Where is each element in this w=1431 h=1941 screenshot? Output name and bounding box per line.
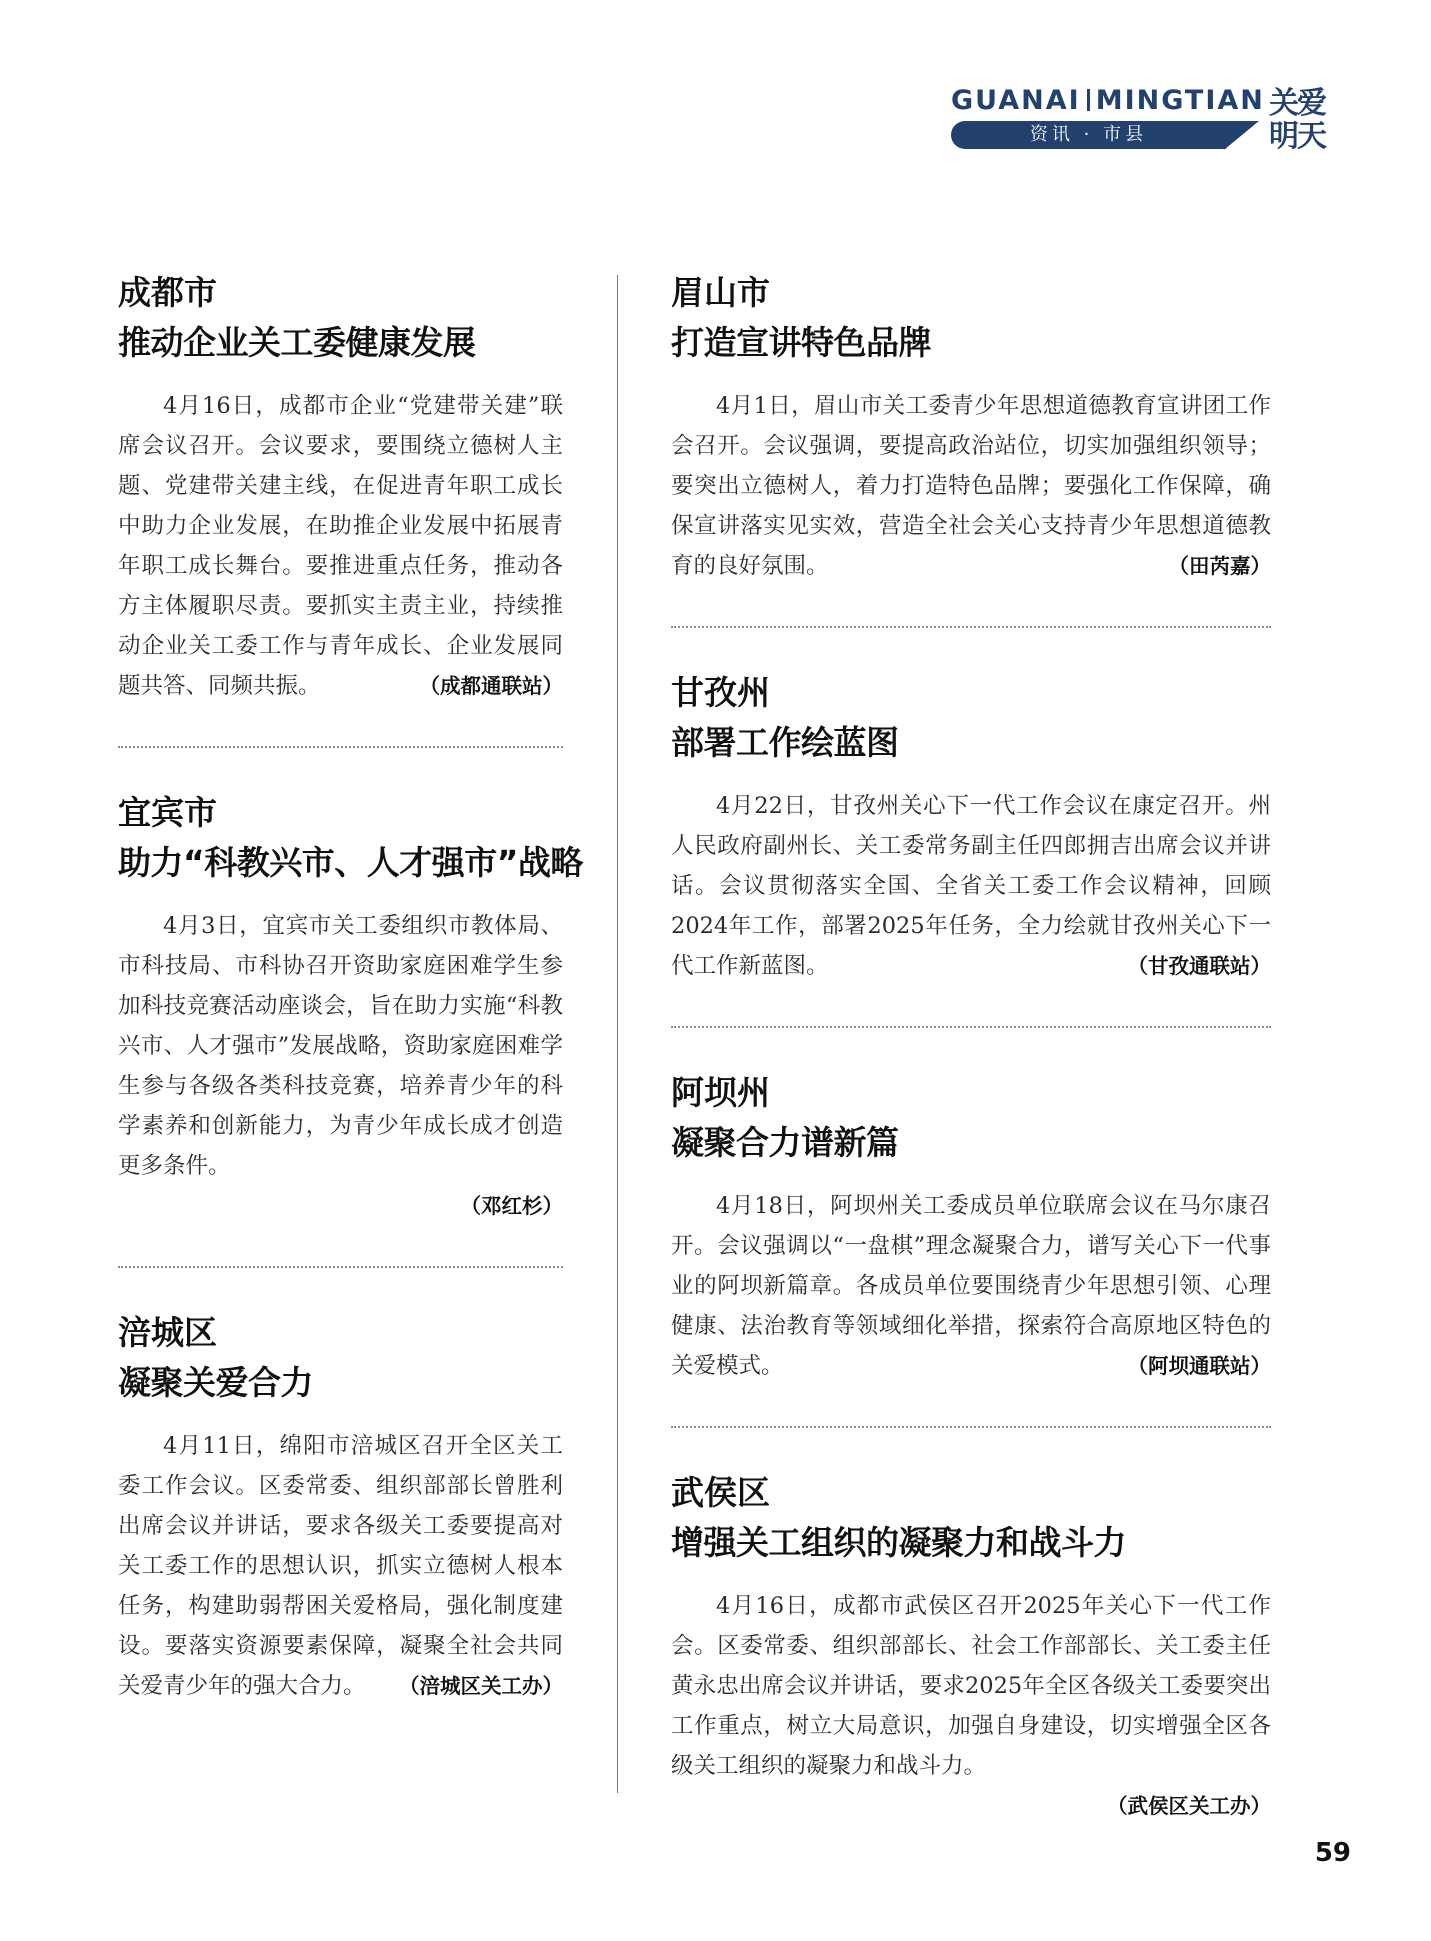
article-place: 甘孜州 bbox=[671, 673, 770, 712]
article-headline: 部署工作绘蓝图 bbox=[671, 723, 899, 762]
brand-separator bbox=[1087, 89, 1090, 111]
article-body bbox=[671, 386, 1271, 586]
column-divider bbox=[617, 275, 618, 1793]
article-meishan bbox=[671, 268, 1271, 626]
brand-left: GUANAI bbox=[951, 85, 1081, 116]
article-place: 阿坝州 bbox=[671, 1073, 770, 1112]
article-source: （邓红杉） bbox=[460, 1194, 563, 1218]
article-body: 4月16日，成都市武侯区召开2025年关心下一代工作会。区委常委、组织部部长、社会工作部部长、关工委主任黄永忠出席会议并讲话，要求2025年全区各级关工委要突出工作重点，树立大局意识，加强自身建设，切实增强全区各级关工组织的凝聚力和战斗力。 bbox=[671, 1593, 1271, 1779]
article-source: （田芮嘉） bbox=[1168, 554, 1271, 578]
left-column bbox=[118, 268, 583, 1746]
brand-right: MINGTIAN bbox=[1095, 85, 1265, 116]
article-yibin bbox=[118, 746, 583, 1266]
article-body-text: 4月22日，甘孜州关心下一代工作会议在康定召开。州人民政府副州长、关工委常务副主任四郎拥吉出席会议并讲话。会议贯彻落实全国、全省关工委工作会议精神，回顾2024年工作，部署2025年任务，全力绘就甘孜州关心下一代工作新蓝图。 bbox=[671, 793, 1271, 979]
article-source: （甘孜通联站） bbox=[1127, 954, 1271, 978]
article-headline: 推动企业关工委健康发展 bbox=[118, 323, 476, 362]
article-place: 眉山市 bbox=[671, 273, 770, 312]
article-headline: 助力“科教兴市、人才强市”战略 bbox=[118, 843, 583, 882]
article-place: 成都市 bbox=[118, 273, 217, 312]
article-headline: 凝聚关爱合力 bbox=[118, 1363, 313, 1402]
article-ganzi bbox=[671, 626, 1271, 1026]
section-label: 资讯 · 市县 bbox=[951, 121, 1226, 149]
article-body-text: 4月18日，阿坝州关工委成员单位联席会议在马尔康召开。会议强调以“一盘棋”理念凝聚合力，谱写关心下一代事业的阿坝新篇章。各成员单位要围绕青少年思想引领、心理健康、法治教育等领域细化举措，探索符合高原地区特色的关爱模式。 bbox=[671, 1193, 1271, 1379]
article-place: 武侯区 bbox=[671, 1473, 770, 1512]
article-fucheng bbox=[118, 1266, 563, 1746]
logo bbox=[1269, 87, 1339, 153]
article-body: 4月3日，宜宾市关工委组织市教体局、市科技局、市科协召开资助家庭困难学生参加科技竞赛活动座谈会，旨在助力实施“科教兴市、人才强市”发展战略，资助家庭困难学生参与各级各类科技竞赛，培养青少年的科学素养和创新能力，为青少年成长成才创造更多条件。 bbox=[118, 913, 563, 1179]
article-aba bbox=[671, 1026, 1271, 1426]
right-column bbox=[671, 268, 1271, 1866]
logo-line-1: 关爱 bbox=[1269, 86, 1325, 121]
article-body bbox=[671, 786, 1271, 986]
masthead bbox=[951, 85, 1341, 155]
article-body bbox=[671, 1186, 1271, 1386]
article-body-text: 4月11日，绵阳市涪城区召开全区关工委工作会议。区委常委、组织部部长曾胜利出席会议并讲话，要求各级关工委要提高对关工委工作的思想认识，抓实立德树人根本任务，构建助弱帮困关爱格局，强化制度建设。要落实资源要素保障，凝聚全社会共同关爱青少年的强大合力。 bbox=[118, 1433, 563, 1699]
article-body bbox=[118, 1426, 563, 1706]
article-wuhou bbox=[671, 1426, 1271, 1866]
article-place: 宜宾市 bbox=[118, 793, 217, 832]
article-body-text: 4月16日，成都市企业“党建带关建”联席会议召开。会议要求，要围绕立德树人主题、党建带关建主线，在促进青年职工成长中助力企业发展，在助推企业发展中拓展青年职工成长舞台。要推进重点任务，推动各方主体履职尽责。要抓实主责主业，持续推动企业关工委工作与青年成长、企业发展同题共答、同频共振。 bbox=[118, 393, 563, 699]
article-source: （成都通联站） bbox=[419, 674, 563, 698]
article-headline: 打造宣讲特色品牌 bbox=[671, 323, 931, 362]
article-place: 涪城区 bbox=[118, 1313, 217, 1352]
article-chengdu bbox=[118, 268, 563, 746]
article-source: （阿坝通联站） bbox=[1127, 1354, 1271, 1378]
page-number: 59 bbox=[1314, 1838, 1351, 1868]
article-headline: 增强关工组织的凝聚力和战斗力 bbox=[671, 1523, 1126, 1562]
brand-title bbox=[951, 85, 1265, 116]
article-source: （武侯区关工办） bbox=[1107, 1794, 1271, 1818]
logo-line-2: 明天 bbox=[1269, 119, 1325, 154]
article-body bbox=[118, 386, 563, 706]
article-headline: 凝聚合力谱新篇 bbox=[671, 1123, 899, 1162]
article-body-text: 4月1日，眉山市关工委青少年思想道德教育宣讲团工作会召开。会议强调，要提高政治站位，切实加强组织领导；要突出立德树人，着力打造特色品牌；要强化工作保障，确保宣讲落实见实效，营造全社会关心支持青少年思想道德教育的良好氛围。 bbox=[671, 393, 1271, 579]
article-source: （涪城区关工办） bbox=[399, 1674, 563, 1698]
section-label-tail bbox=[1225, 121, 1259, 149]
